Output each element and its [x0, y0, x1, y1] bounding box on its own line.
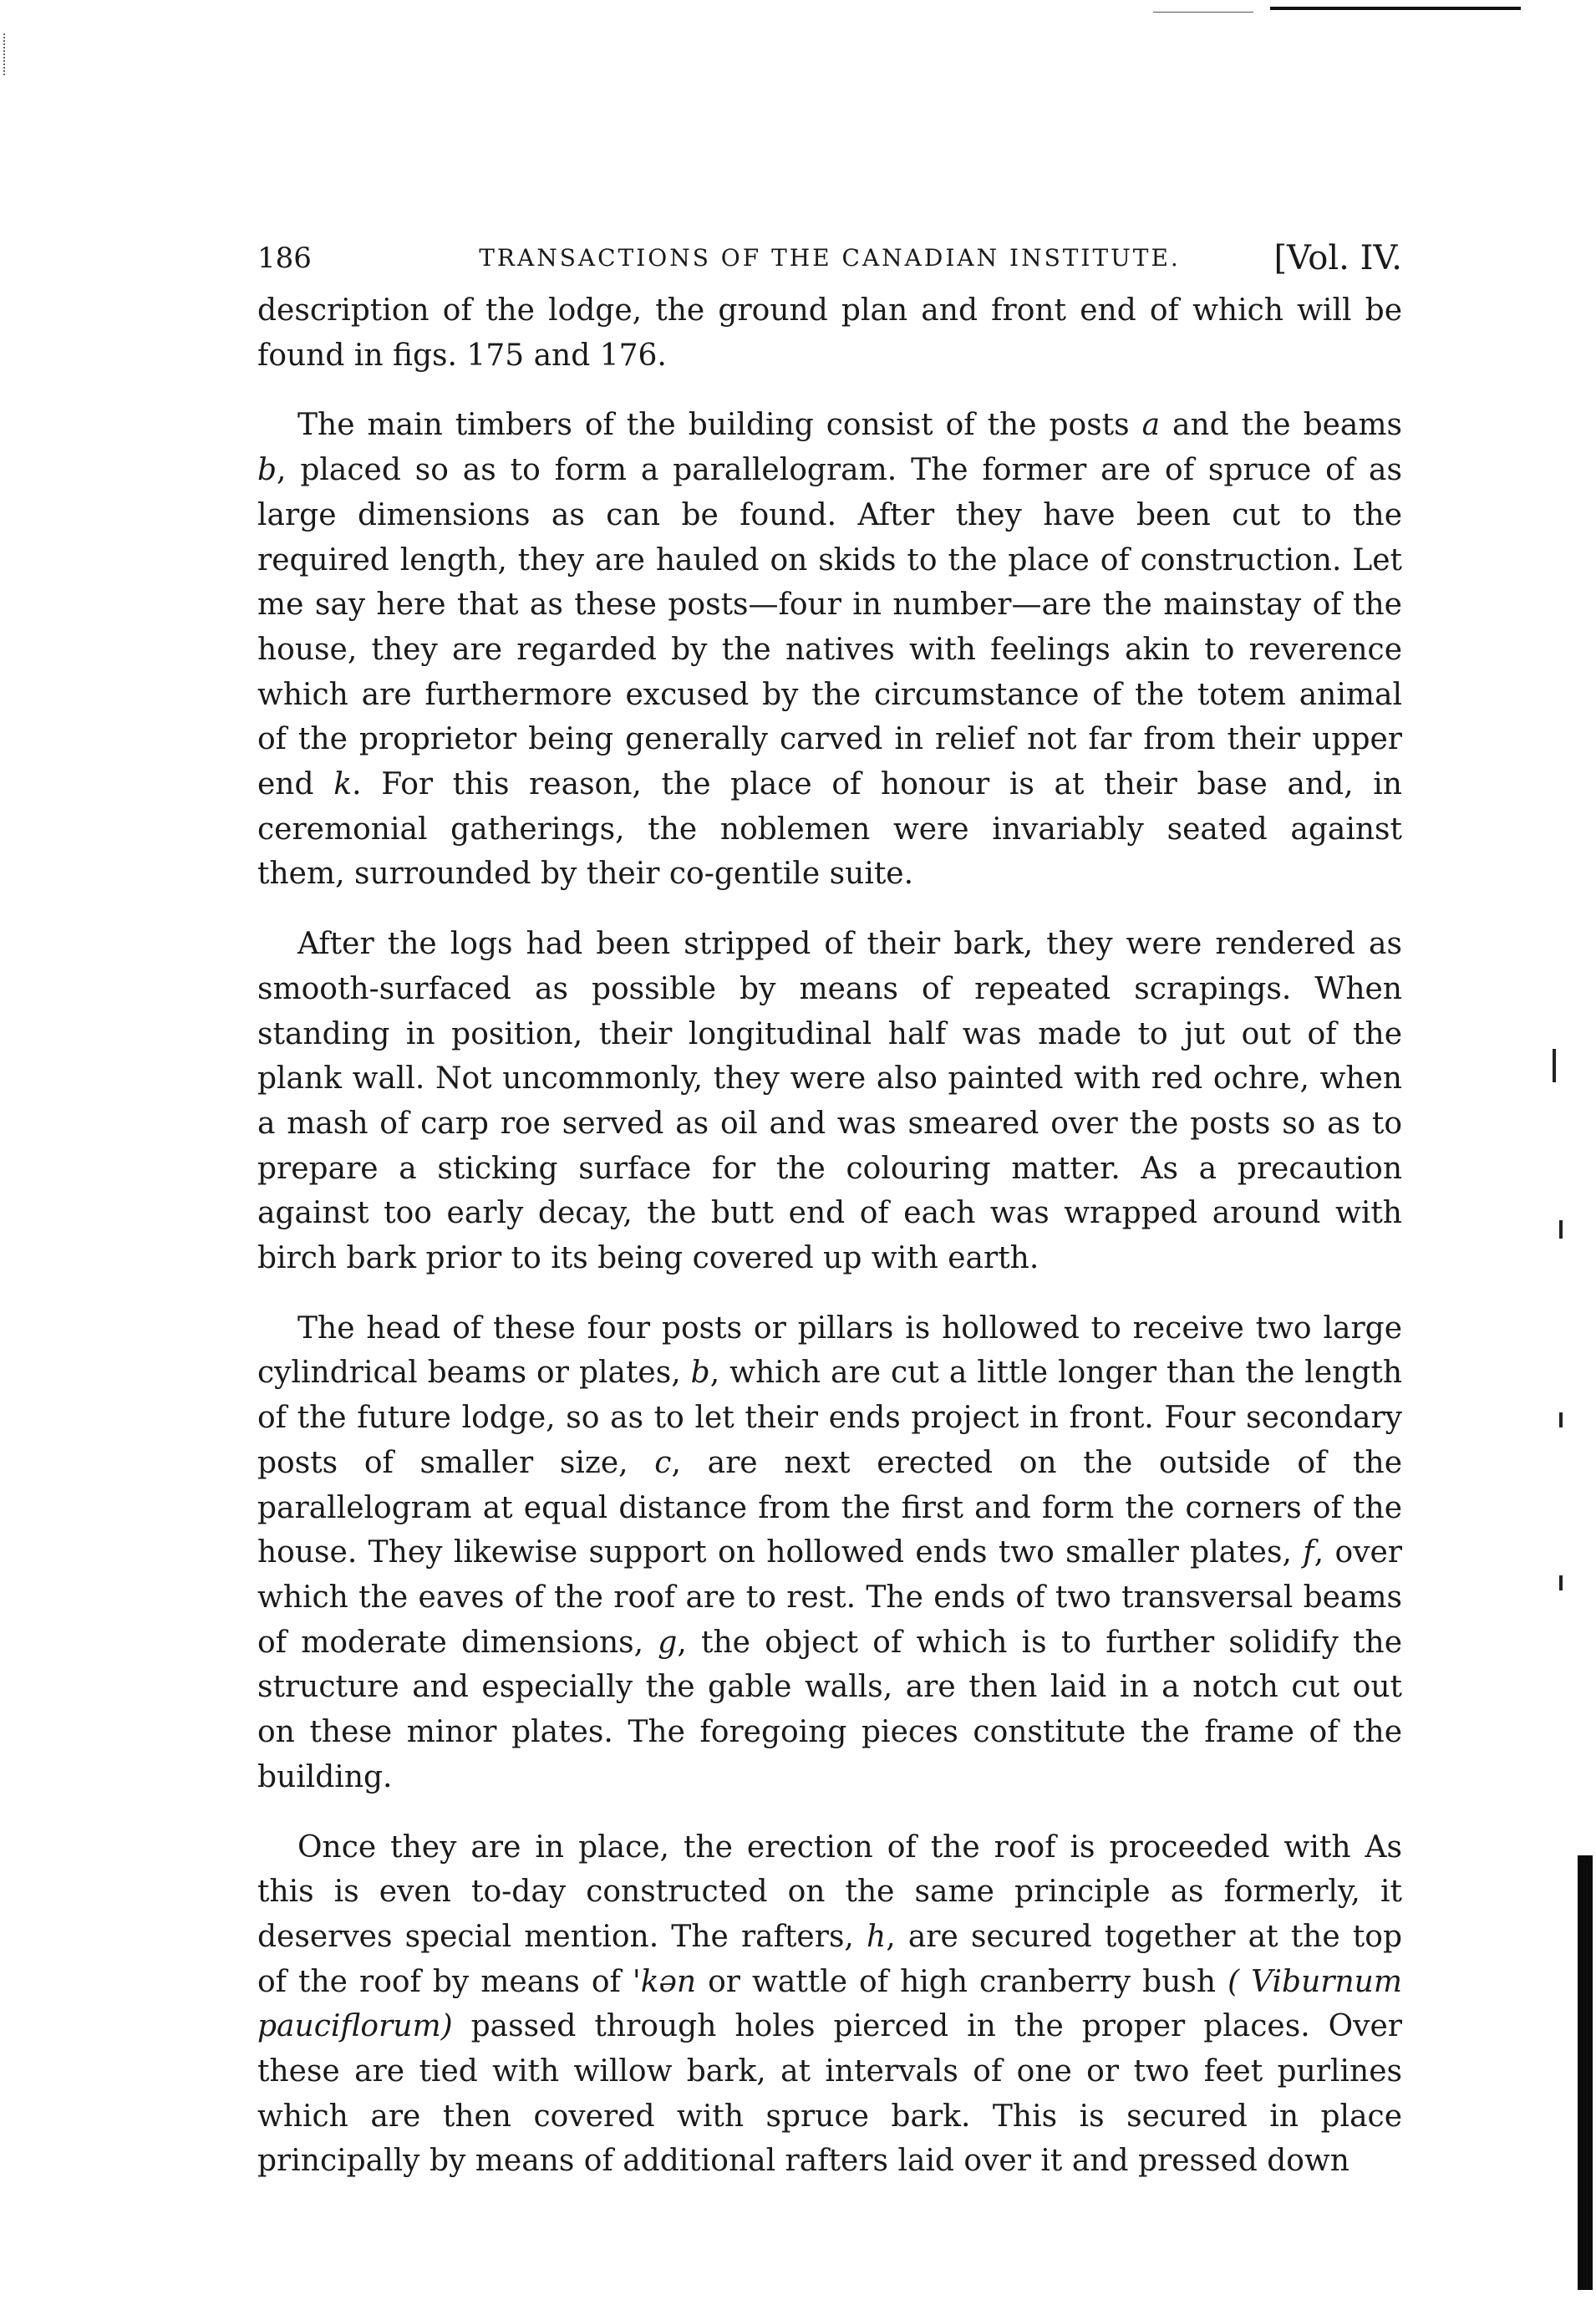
- left-margin-specks: [3, 33, 8, 75]
- paragraph: [257, 922, 1402, 1281]
- text-run: After the logs had been stripped of their bark, they were rendered as smooth-surfaced as possible by means of repeated scrapings. When standing in position, their longitudinal half was made to jut out of the plank wall. Not uncommonly, they were also painted with red ochre, when a mash of carp roe served as oil and was smeared over the posts so as to prepare a sticking surface for the colouring matter. As a precaution against too early decay, the butt end of each was wrapped around with birch bark prior to its being covered up with earth.: [257, 927, 1402, 1276]
- text-run: , the object of which is to further solidify the structure and especially the gable walls, are then laid in a notch cut out on these minor plates. The foregoing pieces constitute the frame of the building.: [257, 1625, 1402, 1794]
- italic-run: ( Viburnum pauciflorum): [257, 1964, 1402, 2044]
- italic-run: f: [1303, 1535, 1314, 1570]
- text-run: , are secured together at the top of the roof by means of: [257, 1919, 1402, 1999]
- text-run: description of the lodge, the ground plan and front end of which will be found in figs. 175 and 176.: [257, 293, 1402, 373]
- paragraph: [257, 288, 1402, 378]
- text-run: , are next erected on the outside of the parallelogram at equal distance from the first and form the corners of the house. They likewise support on hollowed ends two smaller plates,: [257, 1445, 1402, 1570]
- text-run: , over which the eaves of the roof are to rest. The ends of two transversal beams of moderate dimensions,: [257, 1535, 1402, 1660]
- italic-run: c: [654, 1445, 672, 1480]
- paragraph: [257, 403, 1402, 897]
- text-run: Once they are in place, the erection of the roof is proceeded with As this is even to-day constructed on the same principle as formerly, it deserves special mention. The rafters,: [257, 1829, 1402, 1954]
- italic-run: a: [1141, 408, 1161, 443]
- text-run: and the beams: [1160, 408, 1402, 443]
- top-edge-thin-rule: [1153, 12, 1253, 13]
- body-text: [257, 288, 1402, 2209]
- italic-run: g: [658, 1625, 678, 1660]
- right-edge-dark-bar: [1578, 1855, 1593, 2290]
- italic-run: b: [690, 1356, 710, 1391]
- text-run: passed through holes pierced in the proper places. Over these are tied with willow bark, at intervals of one or two feet purlines which are then covered with spruce bark. This is secured in place principally by means of additional rafters laid over it and pressed down: [257, 2009, 1402, 2179]
- top-edge-rule: [1270, 7, 1521, 10]
- text-run: , which are cut a little longer than the length of the future lodge, so as to let their ends project in front. Four secondary posts of smaller size,: [257, 1356, 1402, 1480]
- running-title: TRANSACTIONS OF THE CANADIAN INSTITUTE.: [479, 244, 1181, 272]
- text-run: The main timbers of the building consist of the posts: [297, 408, 1142, 443]
- paragraph: [257, 1825, 1402, 2185]
- right-edge-mark: [1559, 1220, 1563, 1239]
- right-edge-mark: [1559, 1412, 1563, 1427]
- page-number: 186: [257, 242, 312, 275]
- right-edge-mark: [1559, 1575, 1563, 1590]
- italic-run: h: [867, 1919, 887, 1954]
- paragraph: [257, 1306, 1402, 1800]
- page-header: [257, 237, 1402, 279]
- italic-run: k: [333, 767, 353, 802]
- text-run: or wattle of high cranberry bush: [696, 1964, 1228, 1999]
- text-run: , placed so as to form a parallelogram. The former are of spruce of as large dimensions as can be found. After they have been cut to the required length, they are hauled on skids to the place of construction. Let me say here that as these posts—four in number—are the mainstay of the house, they are regarded by the natives with feelings akin to reverence which are furthermore excused by the circumstance of the totem animal of the proprietor being generally carved in relief not far from their upper end: [257, 453, 1402, 802]
- text-run: . For this reason, the place of honour is at their base and, in ceremonial gatherings, the noblemen were invariably seated against them, surrounded by their co-gentile suite.: [257, 767, 1402, 892]
- text-run: The head of these four posts or pillars is hollowed to receive two large cylindrical beams or plates,: [257, 1310, 1402, 1391]
- italic-run: b: [257, 453, 277, 488]
- right-edge-mark: [1553, 1049, 1556, 1082]
- volume-label: [Vol. IV.: [1273, 239, 1402, 277]
- italic-run: 'kən: [632, 1964, 697, 1999]
